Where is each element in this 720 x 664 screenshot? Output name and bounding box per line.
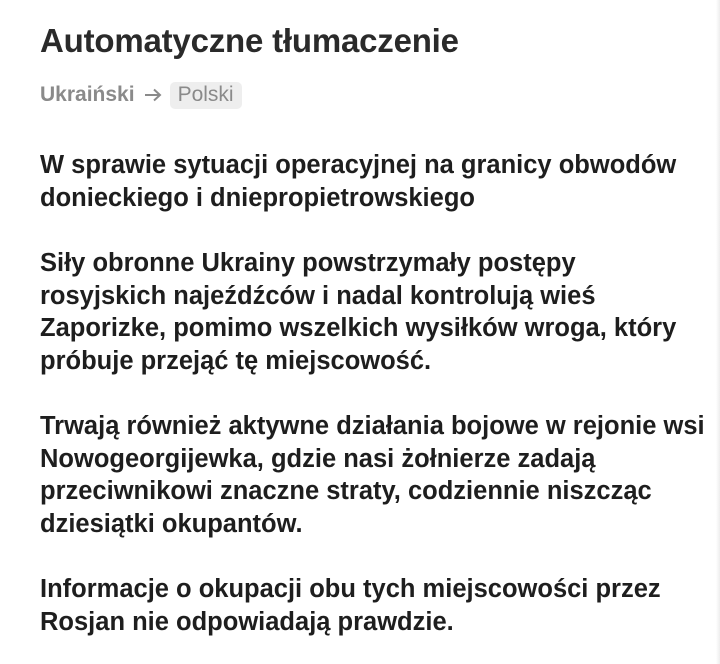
language-row — [40, 80, 242, 110]
panel-title: Automatyczne tłumaczenie — [40, 22, 459, 59]
translation-paragraph: Informacje o okupacji obu tych miejscowości przez Rosjan nie odpowiadają prawdzie. — [40, 575, 661, 636]
translation-paragraph: Trwają również aktywne działania bojowe w rejonie wsi Nowogeorgijewka, gdzie nasi żołnierze zadają przeciwnikowi znaczne straty, codziennie niszcząc dziesiątki okupantów. — [40, 412, 705, 538]
translated-text — [40, 149, 708, 638]
source-language-label: Ukraiński — [40, 83, 135, 106]
translation-paragraph: Siły obronne Ukrainy powstrzymały postępy rosyjskich najeźdźców i nadal kontrolują wieś Zaporizke, pomimo wszelkich wysiłków wroga, który próbuje przejąć tę miejscowość. — [40, 249, 677, 375]
target-language-chip[interactable]: Polski — [170, 82, 242, 109]
translation-paragraph: W sprawie sytuacji operacyjnej na granicy obwodów donieckiego i dniepropietrowskiego — [40, 151, 677, 212]
arrow-right-icon — [144, 88, 162, 102]
